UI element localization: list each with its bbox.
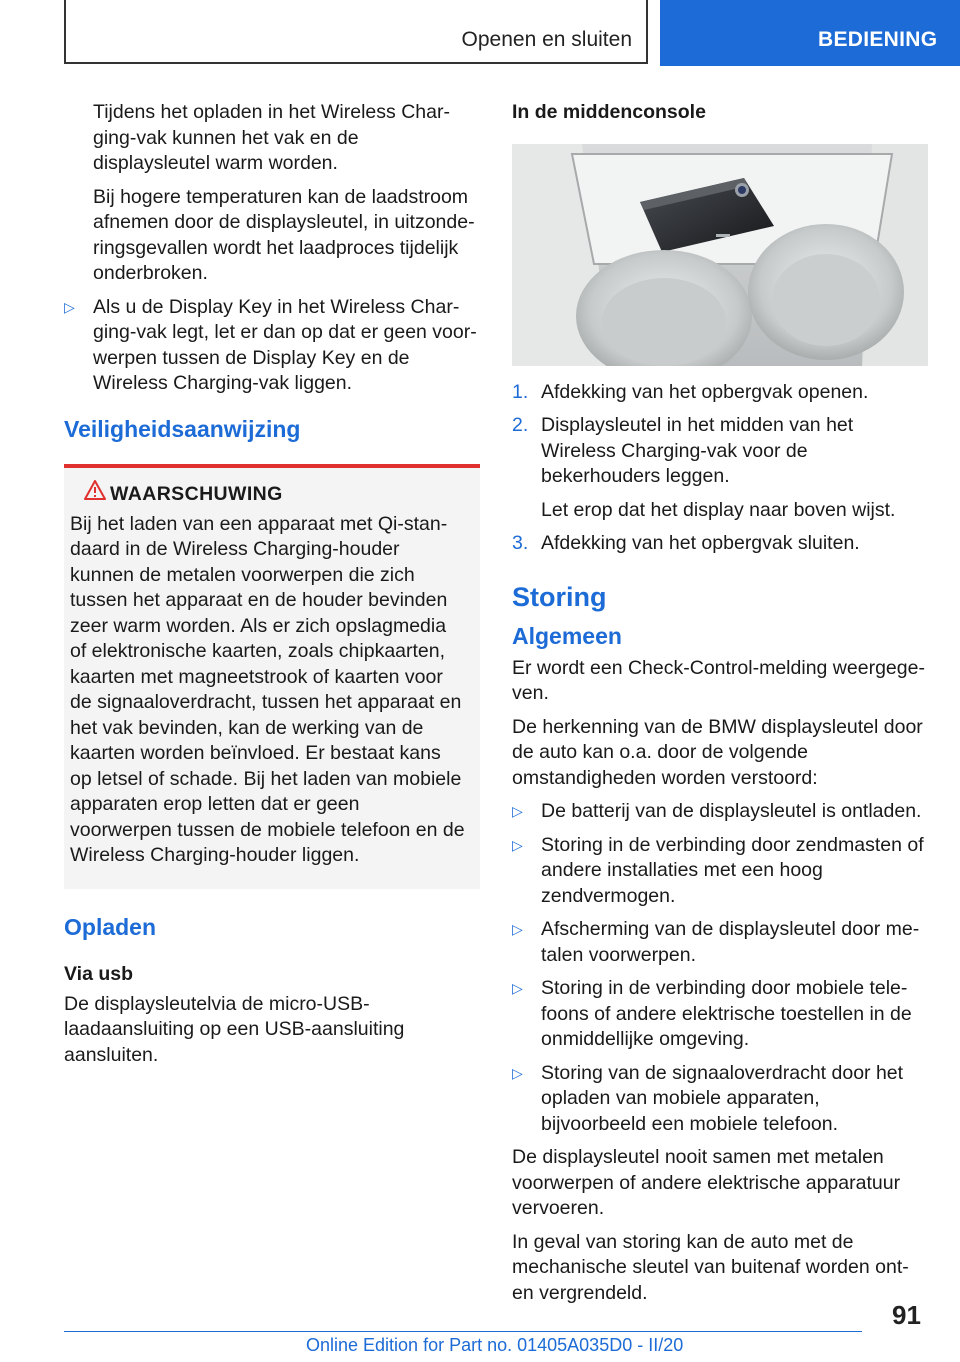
triangle-right-icon: ▷ <box>512 1064 523 1081</box>
step-number: 1. <box>512 380 529 403</box>
list-item-text: Storing van de signaaloverdracht door het opladen van mobiele apparaten, bijvoorbeeld een mobiele telefoon. <box>541 1061 904 1135</box>
page-number: 91 <box>892 1300 921 1330</box>
step-text: Displaysleutel in het midden van het Wireless Charging-vak voor de bekerhouders leggen. <box>541 414 854 487</box>
triangle-right-icon: ▷ <box>512 921 523 937</box>
triangle-right-icon: ▷ <box>64 298 75 315</box>
step-number: 3. <box>512 532 529 554</box>
left-column <box>64 100 480 1076</box>
list-item <box>512 799 928 825</box>
page-header <box>0 0 960 66</box>
usb-heading: Via usb <box>64 963 134 985</box>
usb-text: De displaysleutelvia de micro-USB-laadaansluiting op een USB-aansluiting aansluiten. <box>64 992 405 1066</box>
step-text: Afdekking van het opbergvak openen. <box>541 380 869 403</box>
list-item <box>512 976 928 1053</box>
list-item <box>512 917 928 968</box>
warning-title-text: WAARSCHUWING <box>110 483 283 505</box>
footer-divider <box>64 1331 862 1332</box>
edition-note: Online Edition for Part no. 01405A035D0 - II/20 <box>306 1335 684 1355</box>
list-item-text: Storing in de verbinding door zendmasten of andere installaties met een hoog zendvermogen. <box>541 833 924 907</box>
fault-heading: Storing <box>512 581 607 612</box>
header-chapter-tab: BEDIENING <box>660 0 960 66</box>
list-item <box>64 295 480 397</box>
triangle-right-icon: ▷ <box>512 980 523 996</box>
list-item-text: De batterij van de displaysleutel is ontladen. <box>541 800 922 822</box>
list-item <box>512 833 928 910</box>
step-2-note: Let erop dat het display naar boven wijst. <box>541 498 896 521</box>
general-heading: Algemeen <box>512 623 622 649</box>
step-number: 2. <box>512 414 529 436</box>
header-section-box <box>64 0 648 64</box>
intro-paragraph-2: Bij hogere temperaturen kan de laadstroom afnemen door de displaysleutel, in uitzonderingsgevallen wordt het laadproces tijdelijk onderbroken. <box>93 185 475 284</box>
warning-text: Bij het laden van een apparaat met Qi-standaard in de Wireless Charging-houder kunnen de metalen voorwerpen die zich tussen het apparaat en de houder bevinden zeer warm worden. Als er zich opslagmedia of elektronische kaarten, zoals chipkaarten, kaarten met magneetstrook of kaarten voor de signaaloverdracht, tussen het apparaat en het vak bevinden, kan de werking van de kaarten worden beïnvloed. Er bestaat kans op letsel of schade. Bij het laden van mobiele apparaten erop letten dat er geen voorwerpen tussen de mobiele telefoon en de Wireless Charging-houder liggen. <box>70 512 465 866</box>
safety-heading: Veiligheidsaanwijzing <box>64 415 301 442</box>
triangle-right-icon: ▷ <box>512 803 523 819</box>
list-item-text: Storing in de verbinding door mobiele telefoons of andere elektrische toestellen in de onmiddellijke omgeving. <box>541 977 912 1050</box>
header-section-title: Openen en sluiten <box>461 28 632 51</box>
step-text: Afdekking van het opbergvak sluiten. <box>541 532 860 554</box>
warning-triangle-icon <box>84 480 106 508</box>
step-item-1 <box>512 380 928 406</box>
warning-title <box>70 482 466 508</box>
warning-box <box>64 464 480 889</box>
general-paragraph-2: De herkenning van de BMW displaysleutel door de auto kan o.a. door de volgende omstandigheden worden verstoord: <box>512 715 923 789</box>
list-item-text: Als u de Display Key in het Wireless Charging-vak legt, let er dan op dat er geen voorwerpen tussen de Display Key en de Wireless Charging-vak liggen. <box>93 295 477 394</box>
closing-paragraph-1: De displaysleutel nooit samen met metalen voorwerpen of andere elektrische apparatuur vervoeren. <box>512 1146 901 1219</box>
closing-paragraph-2: In geval van storing kan de auto met de mechanische sleutel van buitenaf worden ont- en vergrendeld. <box>512 1230 909 1304</box>
center-console-photo <box>512 144 928 366</box>
console-heading: In de middenconsole <box>512 101 706 123</box>
list-item-text: Afscherming van de displaysleutel door metalen voorwerpen. <box>541 918 920 966</box>
intro-paragraph-1: Tijdens het opladen in het Wireless Charging-vak kunnen het vak en de displaysleutel warm worden. <box>93 101 450 174</box>
general-paragraph-1: Er wordt een Check-Control-melding weergegeven. <box>512 656 925 704</box>
step-item-2 <box>512 413 928 490</box>
list-item <box>512 1061 928 1138</box>
charging-heading: Opladen <box>64 913 157 940</box>
right-column <box>512 100 928 1314</box>
step-item-3 <box>512 531 928 557</box>
triangle-right-icon: ▷ <box>512 836 523 853</box>
